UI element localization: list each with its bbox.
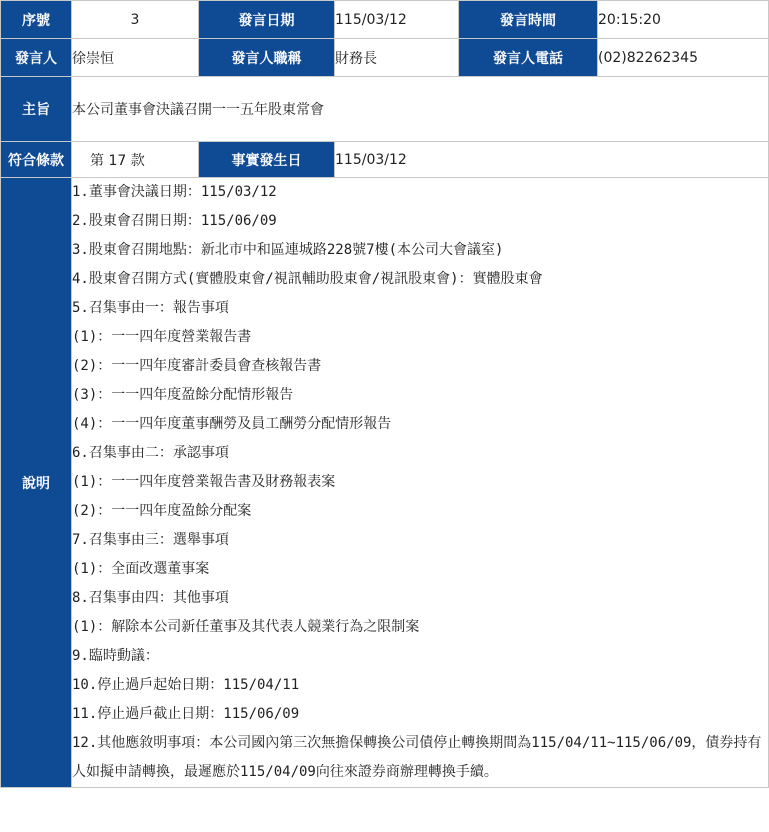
description-line: (1)：一一四年度營業報告書 — [72, 329, 252, 345]
description-line: 7.召集事由三：選舉事項 — [72, 532, 229, 548]
description-body — [72, 178, 769, 788]
seq-value: 3 — [72, 1, 199, 39]
date-value: 115/03/12 — [335, 1, 459, 39]
row-seq-date-time — [1, 1, 769, 39]
description-line: 6.召集事由二：承認事項 — [72, 445, 229, 461]
subject-value: 本公司董事會決議召開一一五年股東常會 — [72, 77, 769, 142]
speaker-title-value: 財務長 — [335, 39, 459, 77]
phone-label: 發言人電話 — [459, 39, 598, 77]
row-clause — [1, 142, 769, 178]
description-line: (4)：一一四年度董事酬勞及員工酬勞分配情形報告 — [72, 416, 392, 432]
row-description — [1, 178, 769, 788]
phone-value: (02)82262345 — [598, 39, 769, 77]
row-subject — [1, 77, 769, 142]
description-line: 9.臨時動議： — [72, 648, 159, 664]
fact-date-value: 115/03/12 — [335, 142, 769, 178]
description-line: (1)：一一四年度營業報告書及財務報表案 — [72, 474, 336, 490]
description-line: (2)：一一四年度審計委員會查核報告書 — [72, 358, 322, 374]
description-line: 5.召集事由一：報告事項 — [72, 300, 229, 316]
description-line: 8.召集事由四：其他事項 — [72, 590, 229, 606]
speaker-label: 發言人 — [1, 39, 72, 77]
time-label: 發言時間 — [459, 1, 598, 39]
speaker-value: 徐崇恒 — [72, 39, 199, 77]
description-line: (1)：解除本公司新任董事及其代表人競業行為之限制案 — [72, 619, 420, 635]
time-value: 20:15:20 — [598, 1, 769, 39]
row-speaker — [1, 39, 769, 77]
description-label: 說明 — [1, 178, 72, 788]
description-line: (2)：一一四年度盈餘分配案 — [72, 503, 252, 519]
clause-label: 符合條款 — [1, 142, 72, 178]
fact-date-label: 事實發生日 — [199, 142, 335, 178]
clause-value: 第 17 款 — [72, 142, 199, 178]
description-line: 12.其他應敘明事項：本公司國內第三次無擔保轉換公司債停止轉換期間為115/04/11~115/06/09，債券持有人如擬申請轉換，最遲應於115/04/09向往來證券商辦理轉換手續。 — [72, 735, 762, 780]
subject-label: 主旨 — [1, 77, 72, 142]
description-line: 10.停止過戶起始日期：115/04/11 — [72, 677, 300, 693]
description-line: 1.董事會決議日期：115/03/12 — [72, 184, 277, 200]
description-line: (3)：一一四年度盈餘分配情形報告 — [72, 387, 294, 403]
description-line: 4.股東會召開方式(實體股東會/視訊輔助股東會/視訊股東會)：實體股東會 — [72, 271, 543, 287]
seq-label: 序號 — [1, 1, 72, 39]
description-line: 2.股東會召開日期：115/06/09 — [72, 213, 277, 229]
description-line: (1)：全面改選董事案 — [72, 561, 210, 577]
description-line: 3.股東會召開地點：新北市中和區連城路228號7樓(本公司大會議室) — [72, 242, 504, 258]
description-line: 11.停止過戶截止日期：115/06/09 — [72, 706, 300, 722]
speaker-title-label: 發言人職稱 — [199, 39, 335, 77]
date-label: 發言日期 — [199, 1, 335, 39]
